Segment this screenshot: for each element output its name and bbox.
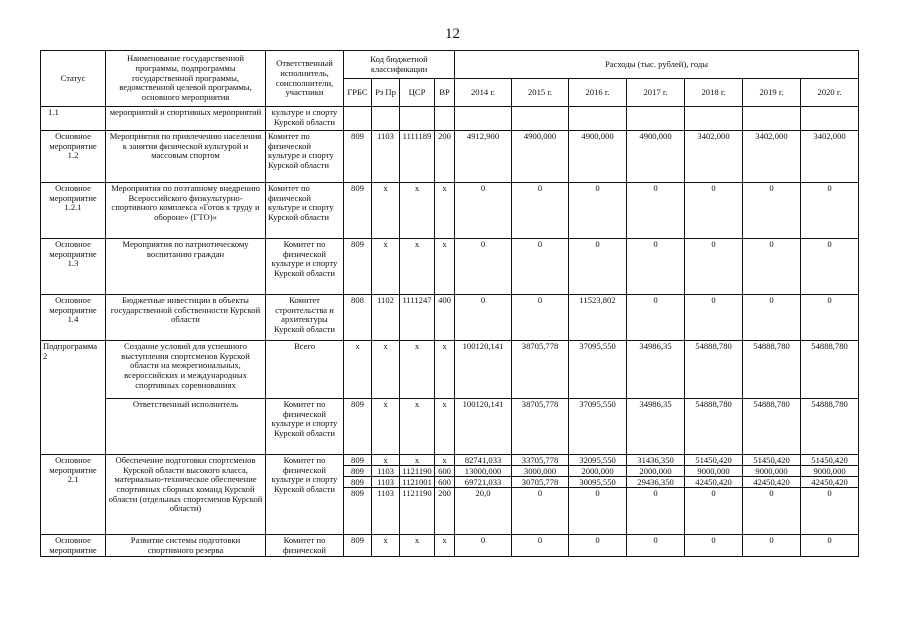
value-line: 42450,420 xyxy=(743,477,800,488)
table-row xyxy=(41,107,859,131)
value-line: 9000,000 xyxy=(801,466,858,477)
executor-cell: Комитет по физической культуре и спорту Курской области xyxy=(266,455,344,535)
value-line: 42450,420 xyxy=(685,477,742,488)
name-cell: Мероприятия по патриотическому воспитанию граждан xyxy=(106,239,266,295)
vr-cell: х xyxy=(435,239,455,295)
value-cell: 0 xyxy=(569,239,627,295)
header-executor: Ответственный исполнитель, соисполнители, участники xyxy=(266,51,344,107)
value-line: 0 xyxy=(769,488,774,498)
status-cell: Основное мероприятие 1.2 xyxy=(41,131,106,183)
value-cell: 34986,35 xyxy=(627,399,685,455)
vr-line: 200 xyxy=(438,488,451,498)
value-cell: 0 xyxy=(455,535,512,557)
value-line: 31436,350 xyxy=(627,455,684,466)
value-cell: 100120,141 xyxy=(455,399,512,455)
value-cell: 0 xyxy=(627,239,685,295)
rzpr-line: х xyxy=(372,455,399,466)
vr-line: х xyxy=(435,455,454,466)
status-cell: Основное мероприятие 1.2.1 xyxy=(41,183,106,239)
header-year: 2020 г. xyxy=(801,79,859,107)
header-rzpr: Рз Пр xyxy=(372,79,400,107)
grbs-line: 809 xyxy=(344,455,371,466)
header-row-1 xyxy=(41,51,859,79)
value-cell: 0 xyxy=(627,183,685,239)
vr-cell xyxy=(435,455,455,535)
executor-cell: Комитет по физической культуре и спорту Курской области xyxy=(266,183,344,239)
value-cell: 0 xyxy=(685,239,743,295)
value-cell: 37095,550 xyxy=(569,341,627,399)
csr-cell: 1111189 xyxy=(400,131,435,183)
header-year: 2016 г. xyxy=(569,79,627,107)
name-cell: Бюджетные инвестиции в объекты государственной собственности Курской области xyxy=(106,295,266,341)
value-cell: 3402,000 xyxy=(743,131,801,183)
value-cell: 0 xyxy=(569,183,627,239)
header-year: 2019 г. xyxy=(743,79,801,107)
csr-line: 1121001 xyxy=(400,477,434,488)
value-cell xyxy=(685,455,743,535)
table-row xyxy=(41,341,859,399)
value-cell xyxy=(455,455,512,535)
grbs-cell: 809 xyxy=(344,239,372,295)
executor-cell: Комитет по физической xyxy=(266,535,344,557)
executor-cell: Комитет строительства и архитектуры Курской области xyxy=(266,295,344,341)
value-cell: 54888,780 xyxy=(743,341,801,399)
value-cell xyxy=(627,107,685,131)
value-line: 0 xyxy=(711,488,716,498)
value-cell xyxy=(627,455,685,535)
table-row xyxy=(41,399,859,455)
vr-cell xyxy=(435,107,455,131)
value-cell: 0 xyxy=(801,183,859,239)
value-cell: 0 xyxy=(455,295,512,341)
value-line: 0 xyxy=(653,488,658,498)
value-cell: 0 xyxy=(627,535,685,557)
value-cell: 0 xyxy=(685,183,743,239)
header-vr: ВР xyxy=(435,79,455,107)
header-budget-code: Код бюджетной классификации xyxy=(344,51,455,79)
csr-cell: х xyxy=(400,399,435,455)
vr-cell: 400 xyxy=(435,295,455,341)
grbs-cell: 809 xyxy=(344,131,372,183)
value-cell: 0 xyxy=(512,239,569,295)
value-line: 33705,778 xyxy=(512,455,568,466)
value-cell: 0 xyxy=(743,239,801,295)
csr-cell xyxy=(400,107,435,131)
value-cell: 3402,000 xyxy=(685,131,743,183)
value-cell: 0 xyxy=(801,239,859,295)
rzpr-cell: х xyxy=(372,535,400,557)
header-year: 2014 г. xyxy=(455,79,512,107)
csr-line: х xyxy=(400,455,434,466)
header-expenses: Расходы (тыс. рублей), годы xyxy=(455,51,859,79)
value-cell: 3402,000 xyxy=(801,131,859,183)
value-line: 30705,778 xyxy=(512,477,568,488)
value-cell: 4900,000 xyxy=(627,131,685,183)
csr-line: 1121190 xyxy=(402,488,432,498)
value-cell xyxy=(743,455,801,535)
value-cell xyxy=(801,455,859,535)
value-line: 82741,033 xyxy=(455,455,511,466)
csr-cell: х xyxy=(400,341,435,399)
value-cell: 0 xyxy=(685,295,743,341)
value-line: 9000,000 xyxy=(685,466,742,477)
status-cell: Основное мероприятие 1.4 xyxy=(41,295,106,341)
value-cell: 0 xyxy=(685,535,743,557)
grbs-line: 809 xyxy=(344,477,371,488)
csr-cell xyxy=(400,455,435,535)
name-cell: Обеспечение подготовки спортсменов Курской области высокого класса, материально-техническое обеспечение спортивных сборных команд Курской области (отдельных спортсменов Курской области) xyxy=(106,455,266,535)
value-cell xyxy=(569,107,627,131)
grbs-line: 809 xyxy=(344,466,371,477)
status-cell: 1.1 xyxy=(41,107,106,131)
vr-cell: 200 xyxy=(435,131,455,183)
csr-cell: х xyxy=(400,239,435,295)
name-cell: мероприятий и спортивных мероприятий xyxy=(106,107,266,131)
value-cell: 54888,780 xyxy=(801,341,859,399)
value-line: 29436,350 xyxy=(627,477,684,488)
header-year: 2015 г. xyxy=(512,79,569,107)
csr-cell: 1111247 xyxy=(400,295,435,341)
value-cell xyxy=(455,107,512,131)
value-cell: 0 xyxy=(743,295,801,341)
csr-line: 1121190 xyxy=(400,466,434,477)
vr-cell: х xyxy=(435,535,455,557)
value-cell xyxy=(512,107,569,131)
value-cell: 4900,000 xyxy=(512,131,569,183)
vr-cell: х xyxy=(435,399,455,455)
value-line: 0 xyxy=(827,488,832,498)
header-csr: ЦСР xyxy=(400,79,435,107)
value-cell xyxy=(569,455,627,535)
value-cell xyxy=(743,107,801,131)
value-cell: 0 xyxy=(569,535,627,557)
value-cell: 4912,900 xyxy=(455,131,512,183)
header-year: 2017 г. xyxy=(627,79,685,107)
value-cell: 54888,780 xyxy=(743,399,801,455)
rzpr-cell xyxy=(372,107,400,131)
value-cell: 34986,35 xyxy=(627,341,685,399)
value-cell: 54888,780 xyxy=(685,341,743,399)
value-line: 32095,550 xyxy=(569,455,626,466)
value-cell: 0 xyxy=(801,295,859,341)
csr-cell: х xyxy=(400,183,435,239)
grbs-cell: 808 xyxy=(344,295,372,341)
value-cell: 0 xyxy=(743,183,801,239)
rzpr-cell: 1102 xyxy=(372,295,400,341)
header-status: Статус xyxy=(41,51,106,107)
value-cell: 100120,141 xyxy=(455,341,512,399)
rzpr-cell: х xyxy=(372,341,400,399)
value-cell xyxy=(685,107,743,131)
vr-line: 600 xyxy=(435,466,454,477)
value-cell: 54888,780 xyxy=(801,399,859,455)
budget-table xyxy=(40,50,859,557)
value-line: 51450,420 xyxy=(801,455,858,466)
name-cell: Ответственный исполнитель xyxy=(106,399,266,455)
grbs-cell: 809 xyxy=(344,399,372,455)
value-cell: 37095,550 xyxy=(569,399,627,455)
name-cell: Создание условий для успешного выступления спортсменов Курской области на межрегиональных, всероссийских и международных спортивных соревнованиях xyxy=(106,341,266,399)
rzpr-cell: х xyxy=(372,239,400,295)
value-cell: 0 xyxy=(627,295,685,341)
value-line: 51450,420 xyxy=(743,455,800,466)
vr-cell: х xyxy=(435,183,455,239)
table-row xyxy=(41,295,859,341)
grbs-cell: 809 xyxy=(344,535,372,557)
value-line: 0 xyxy=(537,488,543,498)
name-cell: Мероприятия по поэтапному внедрению Всероссийского физкультурно-спортивного комплекса «Готов к труду и обороне» (ГТО)» xyxy=(106,183,266,239)
executor-cell: Комитет по физической культуре и спорту Курской области xyxy=(266,239,344,295)
grbs-cell xyxy=(344,107,372,131)
grbs-cell: х xyxy=(344,341,372,399)
table-row xyxy=(41,183,859,239)
table-row xyxy=(41,239,859,295)
value-cell: 38705,778 xyxy=(512,341,569,399)
table-row xyxy=(41,131,859,183)
executor-cell: Комитет по физической культуре и спорту Курской области xyxy=(266,131,344,183)
value-cell: 0 xyxy=(512,183,569,239)
value-cell xyxy=(801,107,859,131)
header-year: 2018 г. xyxy=(685,79,743,107)
rzpr-cell: х xyxy=(372,399,400,455)
value-cell: 54888,780 xyxy=(685,399,743,455)
name-cell: Развитие системы подготовки спортивного резерва xyxy=(106,535,266,557)
value-cell xyxy=(512,455,569,535)
status-cell: Подпрограмма 2 xyxy=(41,341,106,455)
value-line: 51450,420 xyxy=(685,455,742,466)
value-line: 20,0 xyxy=(475,488,491,498)
header-name: Наименование государственной программы, подпрограммы государственной программы, ведомственной целевой программы, основного мероприятия xyxy=(106,51,266,107)
value-line: 30095,550 xyxy=(569,477,626,488)
status-cell: Основное мероприятие xyxy=(41,535,106,557)
csr-cell: х xyxy=(400,535,435,557)
grbs-line: 809 xyxy=(351,488,364,498)
value-line: 9000,000 xyxy=(743,466,800,477)
value-cell: 11523,802 xyxy=(569,295,627,341)
value-cell: 0 xyxy=(512,295,569,341)
executor-cell: Всего xyxy=(266,341,344,399)
value-line: 42450,420 xyxy=(801,477,858,488)
grbs-cell: 809 xyxy=(344,183,372,239)
value-line: 13000,000 xyxy=(455,466,511,477)
value-line: 2000,000 xyxy=(569,466,626,477)
value-cell: 0 xyxy=(512,535,569,557)
executor-cell: Комитет по физической культуре и спорту Курской области xyxy=(266,399,344,455)
table-row xyxy=(41,535,859,557)
page-number: 12 xyxy=(445,26,460,42)
value-cell: 4900,000 xyxy=(569,131,627,183)
vr-cell: х xyxy=(435,341,455,399)
rzpr-cell xyxy=(372,455,400,535)
executor-cell: культуре и спорту Курской области xyxy=(266,107,344,131)
value-line: 2000,000 xyxy=(627,466,684,477)
grbs-cell xyxy=(344,455,372,535)
value-line: 3000,000 xyxy=(512,466,568,477)
value-line: 69721,033 xyxy=(455,477,511,488)
value-cell: 0 xyxy=(743,535,801,557)
rzpr-line: 1103 xyxy=(377,488,394,498)
value-line: 0 xyxy=(595,488,600,498)
rzpr-cell: х xyxy=(372,183,400,239)
rzpr-cell: 1103 xyxy=(372,131,400,183)
value-cell: 38705,778 xyxy=(512,399,569,455)
value-cell: 0 xyxy=(455,239,512,295)
header-grbs: ГРБС xyxy=(344,79,372,107)
status-cell: Основное мероприятие 1.3 xyxy=(41,239,106,295)
value-cell: 0 xyxy=(455,183,512,239)
rzpr-line: 1103 xyxy=(372,477,399,488)
vr-line: 600 xyxy=(435,477,454,488)
table-row xyxy=(41,455,859,535)
value-cell: 0 xyxy=(801,535,859,557)
name-cell: Мероприятия по привлечению населения к занятия физической культурой и массовым спортом xyxy=(106,131,266,183)
rzpr-line: 1103 xyxy=(372,466,399,477)
status-cell: Основное мероприятие 2.1 xyxy=(41,455,106,535)
